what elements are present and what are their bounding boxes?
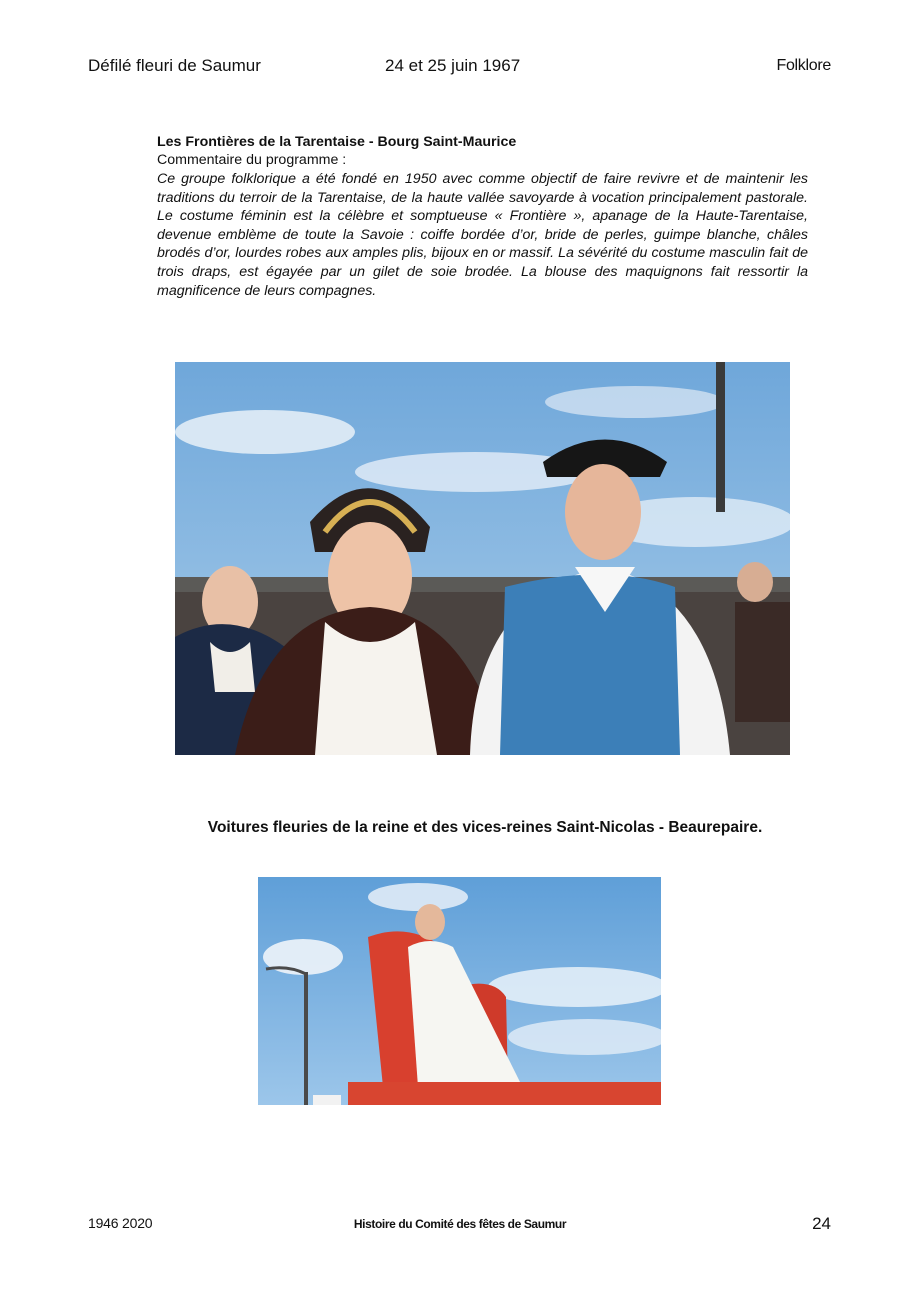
- header-date: 24 et 25 juin 1967: [385, 56, 521, 75]
- comment-text: Ce groupe folklorique a été fondé en 1950 avec comme objectif de faire revivre et de maintenir les traditions du terroir de la Tarentaise, de la haute vallée savoyarde à vocation principalement pastorale. Le costume féminin est la célèbre et somptueuse « Frontière », apanage de la Haute-Tarentaise, devenue emblème de toute la Savoie : coiffe bordée d’or, bride de perles, guimpe blanche, châles brodés d’or, lourdes robes aux amples plis, bijoux en or massif. La sévérité du costume masculin fait de trois draps, est égayée par un gilet de soie brodée. La blouse des maquignons fait ressortir la magnificence de leurs compagnes.: [157, 171, 808, 299]
- page-number: 24: [812, 1214, 831, 1233]
- float-caption: Voitures fleuries de la reine et des vices-reines Saint-Nicolas - Beaurepaire.: [207, 819, 763, 836]
- footer-book-title: Histoire du Comité des fêtes de Saumur: [353, 1217, 567, 1231]
- footer-years: 1946 2020: [88, 1215, 153, 1231]
- comment-label: Commentaire du programme :: [157, 152, 347, 168]
- header-title: Défilé fleuri de Saumur: [88, 56, 261, 75]
- header-category: Folklore: [776, 57, 831, 74]
- flower-float-photo: [258, 877, 661, 1105]
- section-title: Les Frontières de la Tarentaise - Bourg Saint-Maurice: [157, 134, 517, 150]
- folk-group-photo: [175, 362, 790, 755]
